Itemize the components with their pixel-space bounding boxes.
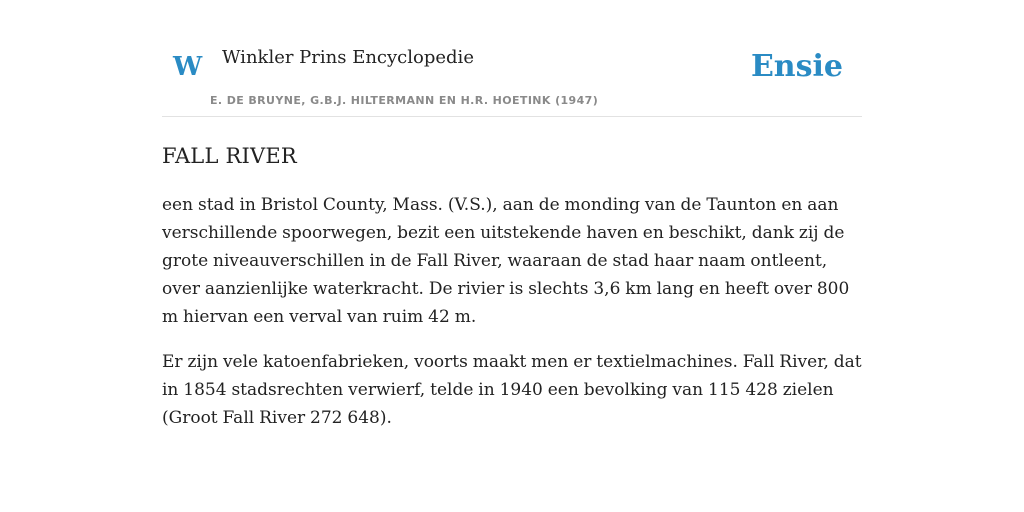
source-title[interactable]: Winkler Prins Encyclopedie (222, 47, 474, 68)
article-paragraph: Er zijn vele katoenfabrieken, voorts maakt men er textielmachines. Fall River, dat in 1854 stadsrechten verwierf, telde in 1940 een bevolking van 115 428 zielen (Groot Fall River 272 648). (162, 352, 862, 429)
page-container (162, 0, 862, 449)
ensie-logo-link[interactable]: Ensie (750, 49, 843, 84)
article-paragraph: een stad in Bristol County, Mass. (V.S.), aan de monding van de Taunton en aan verschillende spoorwegen, bezit een uitstekende haven en beschikt, dank zij de grote niveauverschillen in de Fall River, waaraan de stad haar naam ontleent, over aanzienlijke waterkracht. De rivier is slechts 3,6 km lang en heeft over 800 m hiervan een verval van ruim 42 m. (162, 195, 850, 328)
source-authors: E. DE BRUYNE, G.B.J. HILTERMANN EN H.R. HOETINK (1947) (210, 94, 599, 107)
article-title: FALL RIVER (162, 144, 297, 168)
article-body (162, 191, 862, 432)
source-logo: W (173, 52, 203, 82)
source-header (162, 0, 862, 117)
